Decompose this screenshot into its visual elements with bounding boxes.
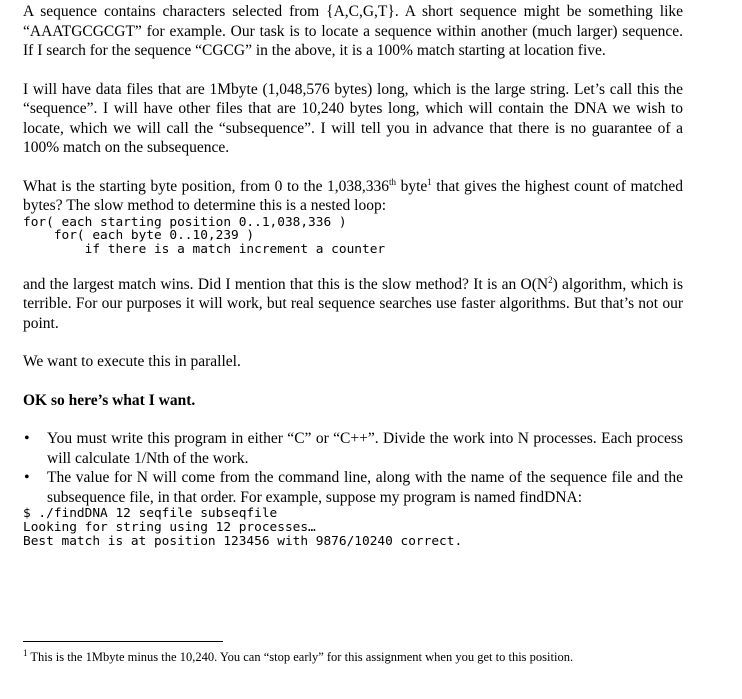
code-line: $ ./findDNA 12 seqfile subseqfile [23, 506, 278, 522]
footnote-divider [23, 641, 223, 642]
question-text-end: that gives the highest count of matched bytes? The slow method to determine this is a nested loop: [23, 177, 683, 214]
footnote-marker: 1 [23, 647, 28, 658]
paragraph-parallel: We want to execute this in parallel. [23, 353, 241, 371]
code-line: Looking for string using 12 processes… [23, 520, 316, 536]
list-item-text: The value for N will come from the command line, along with the name of the sequence file and the subsequence file, in that order. For example, suppose my program is named findDNA: [47, 469, 683, 506]
complexity-text-end: ) algorithm, which is terrible. For our purposes it will work, but real sequence searches use faster algorithms. But that’s not our point. [23, 275, 683, 332]
paragraph-data-files: I will have data files that are 1Mbyte (1,048,576 bytes) long, which is the large string. Let’s call this the “sequence”. I will have other files that are 10,240 bytes long, which will contain the DNA we wish to locate, which we will call the “subsequence”. I will tell you in advance that there is no guarantee of a 100% match on the subsequence. [23, 80, 683, 156]
exponent: 2 [548, 274, 553, 285]
document-body [23, 2, 683, 549]
code-example-run [23, 507, 683, 548]
ordinal-suffix: th [389, 176, 397, 187]
bullet-icon: • [24, 469, 30, 487]
bullet-icon: • [24, 430, 30, 448]
footnote-text: This is the 1Mbyte minus the 10,240. You can “stop early” for this assignment when you get to this position. [27, 650, 574, 664]
code-line: if there is a match increment a counter [23, 242, 386, 258]
list-item-text: You must write this program in either “C” or “C++”. Divide the work into N processes. Each process will calculate 1/Nth of the work. [47, 430, 683, 467]
requirements-list [23, 429, 683, 507]
code-line: for( each starting position 0..1,038,336 ) [23, 214, 347, 230]
paragraph-complexity [23, 275, 683, 334]
list-item [23, 429, 683, 468]
byte-word: byte [396, 177, 428, 195]
code-line: for( each byte 0..10,239 ) [23, 228, 255, 244]
footnote-reference: 1 [427, 176, 432, 187]
code-line: Best match is at position 123456 with 9876/10240 correct. [23, 533, 463, 549]
section-heading: OK so here’s what I want. [23, 391, 196, 409]
paragraph-intro: A sequence contains characters selected from {A,C,G,T}. A short sequence might be something like “AAATGCGCGT” for example. Our task is to locate a sequence within another (much larger) sequence. If I search for the sequence “CGCG” in the above, it is a 100% match starting at location five. [23, 3, 683, 59]
code-nested-loop [23, 216, 683, 257]
list-item [23, 468, 683, 507]
footnote [23, 647, 683, 665]
paragraph-question [23, 177, 683, 216]
question-text-start: What is the starting byte position, from 0 to the 1,038,336 [23, 177, 390, 195]
complexity-text-start: and the largest match wins. Did I mention that this is the slow method? It is an O(N [23, 275, 549, 293]
